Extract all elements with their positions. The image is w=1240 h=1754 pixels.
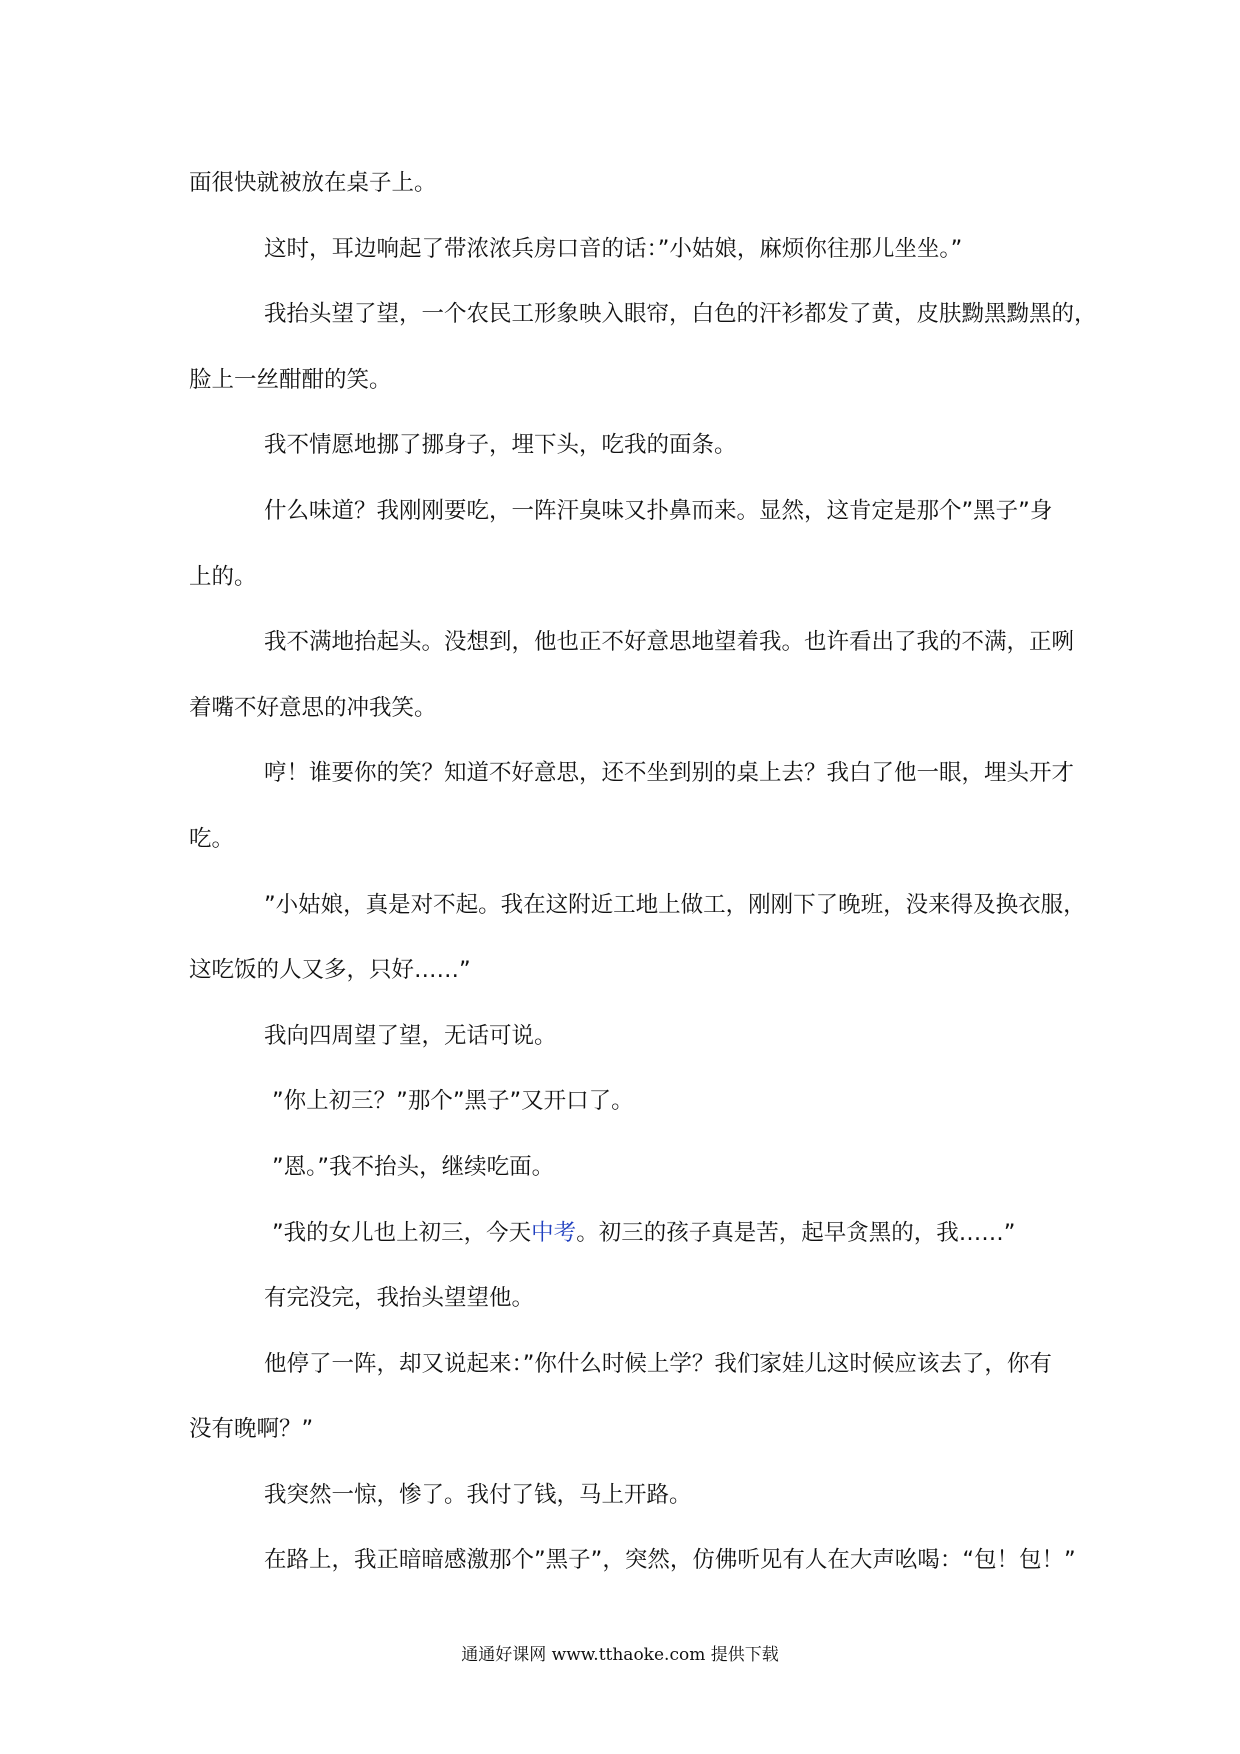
text-line: 这吃饭的人又多，只好……” — [189, 957, 471, 984]
paragraph-start: 我向四周望了望，无话可说。 — [264, 1022, 557, 1049]
paragraph-start — [189, 1214, 1069, 1280]
page-footer: 通通好课网 www.tthaoke.com 提供下载 — [461, 1645, 779, 1665]
paragraph-start: ”恩。”我不抬头，继续吃面。 — [272, 1153, 555, 1180]
article-body — [189, 164, 1097, 1607]
paragraph-start: 我不满地抬起头。没想到，他也正不好意思地望着我。也许看出了我的不满，正咧 — [264, 629, 1075, 656]
paragraph-start: ”你上初三？”那个”黑子”又开口了。 — [272, 1088, 634, 1115]
text-line: 没有晚啊？” — [189, 1416, 314, 1443]
paragraph-start: 这时，耳边响起了带浓浓兵房口音的话：”小姑娘，麻烦你往那儿坐坐。” — [264, 235, 963, 262]
paragraph-start: 在路上，我正暗暗感激那个”黑子”，突然，仿佛听见有人在大声吆喝：“包！包！” — [264, 1547, 1076, 1574]
text-line: 着嘴不好意思的冲我笑。 — [189, 694, 437, 721]
text-segment: 。初三的孩子真是苦，起早贪黑的，我……” — [576, 1219, 1016, 1246]
paragraph-start: 什么味道？我刚刚要吃，一阵汗臭味又扑鼻而来。显然，这肯定是那个”黑子”身 — [264, 497, 1053, 524]
paragraph-start: 我不情愿地挪了挪身子，埋下头，吃我的面条。 — [264, 432, 737, 459]
paragraph-start: 哼！谁要你的笑？知道不好意思，还不坐到别的桌上去？我白了他一眼，埋头开才 — [264, 760, 1075, 787]
text-line: 面很快就被放在桌子上。 — [189, 170, 437, 196]
text-segment: ”我的女儿也上初三，今天 — [272, 1219, 532, 1246]
text-line: 脸上一丝酣酣的笑。 — [189, 366, 392, 393]
zhongkao-link[interactable]: 中考 — [531, 1219, 577, 1246]
paragraph-start: 他停了一阵，却又说起来：”你什么时候上学？我们家娃儿这时候应该去了，你有 — [264, 1350, 1052, 1377]
text-line: 上的。 — [189, 563, 257, 590]
paragraph-start: 我抬头望了望，一个农民工形象映入眼帘，白色的汗衫都发了黄，皮肤黝黑黝黑的， — [264, 301, 1097, 328]
paragraph-start: 我突然一惊，惨了。我付了钱，马上开路。 — [264, 1481, 692, 1508]
paragraph-start: ”小姑娘，真是对不起。我在这附近工地上做工，刚刚下了晚班，没来得及换衣服， — [264, 891, 1086, 918]
text-line: 吃。 — [189, 825, 235, 852]
paragraph-start: 有完没完，我抬头望望他。 — [264, 1285, 535, 1312]
